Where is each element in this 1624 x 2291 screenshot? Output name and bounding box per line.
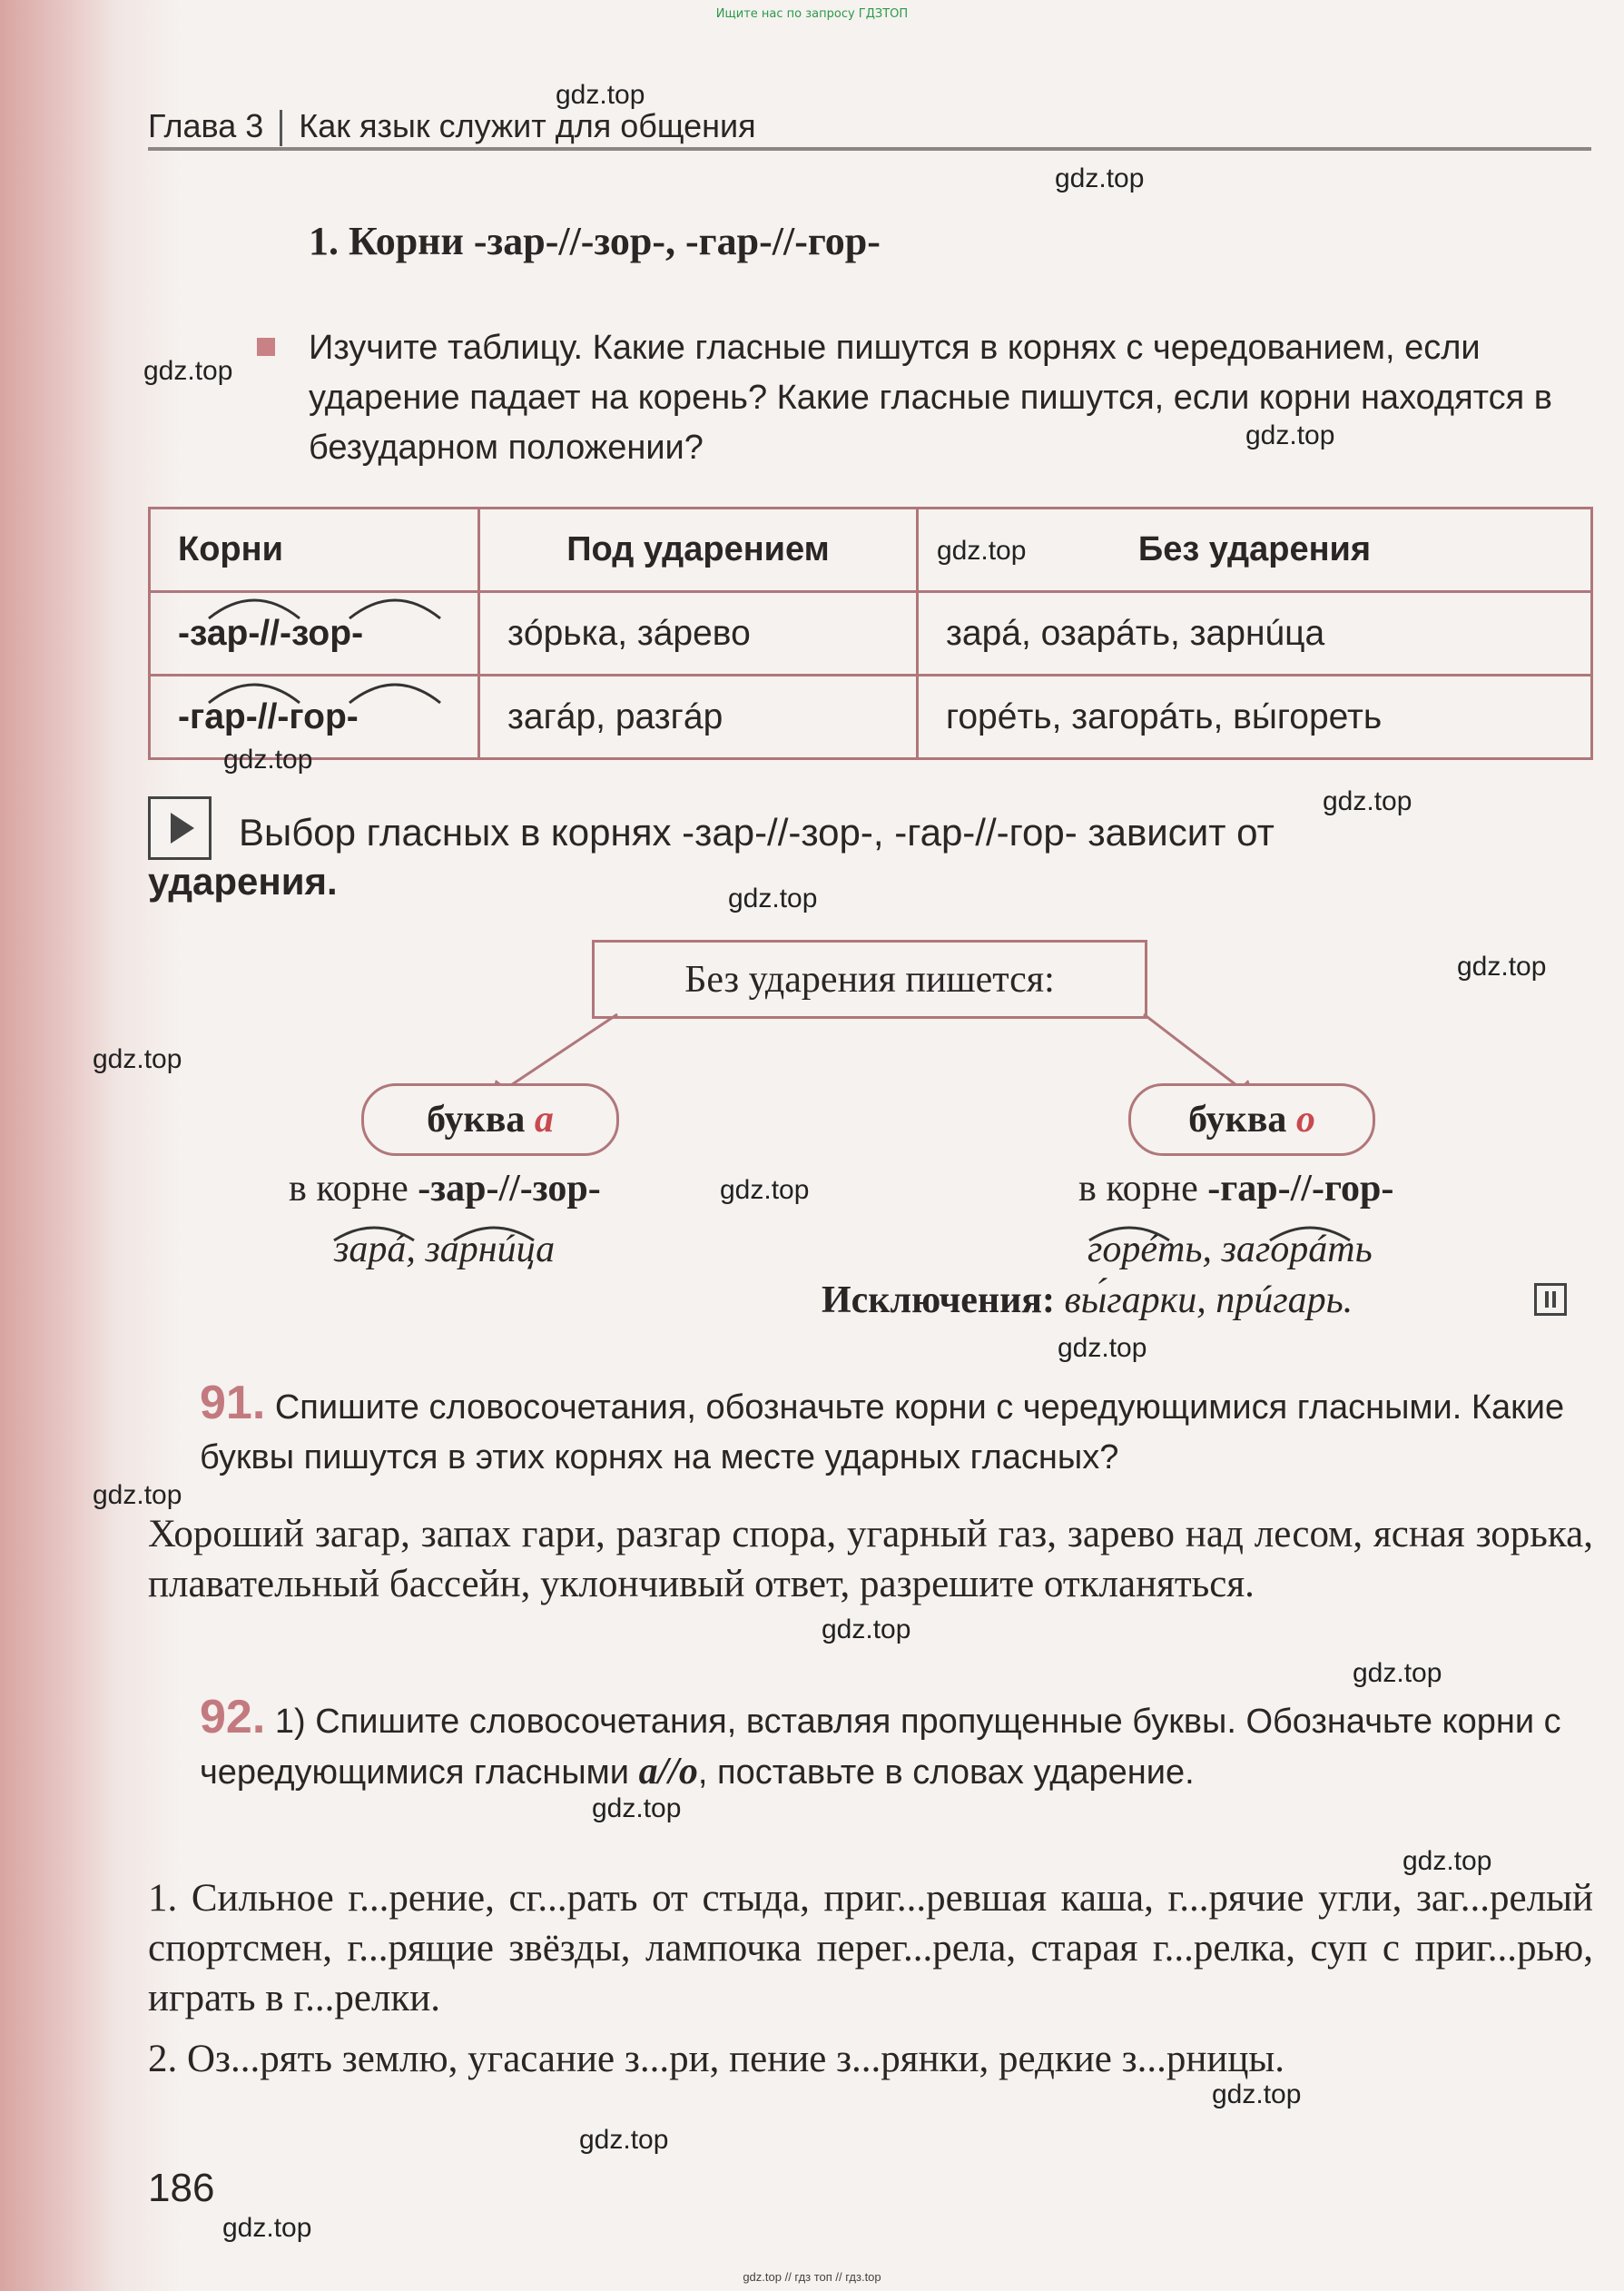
root-prefix: в корне: [289, 1168, 418, 1210]
task-instruction: Изучите таблицу. Какие гласные пишутся в корнях с чередованием, если ударение падает на корень? Какие гласные пишутся, если корни находятся в безударном положении?: [309, 329, 1552, 467]
rule-text: [148, 808, 1591, 906]
watermark: gdz.top: [1353, 1658, 1442, 1688]
left-examples: зарá, зарнúца: [334, 1229, 556, 1270]
letter-label: буква: [1188, 1099, 1287, 1141]
right-root: -гар-//-гор-: [1207, 1168, 1394, 1210]
watermark: gdz.top: [822, 1615, 911, 1644]
table-cell: зарá, озарáть, зарнúца: [918, 592, 1592, 676]
watermark: gdz.top: [1323, 786, 1412, 816]
root-prefix: в корне: [1078, 1168, 1208, 1210]
root-arc-icon: [1084, 1217, 1393, 1244]
task-bullet: [257, 338, 275, 356]
root-arc-icon: [327, 1217, 635, 1244]
table-cell-root: -зар-//-зор-: [150, 592, 479, 676]
root-arc-icon: [204, 586, 531, 622]
table-header-row: [150, 509, 1592, 592]
exceptions-label: Исключения:: [822, 1279, 1056, 1321]
right-root-line: [1078, 1167, 1393, 1210]
table-cell: зóрька, зáрево: [479, 592, 918, 676]
chapter-label: Глава 3: [148, 107, 264, 144]
exercise-92-instruction: 1) Спишите словосочетания, вставляя пропущенные буквы. Обозначьте корни с чередующимися гласными: [200, 1703, 1561, 1792]
exercise-91-instruction: Спишите словосочетания, обозначьте корни с чередующимися гласными. Какие буквы пишутся в этих корнях на месте ударных гласных?: [200, 1388, 1565, 1476]
diagram-top-box: Без ударения пишется:: [592, 940, 1147, 1019]
left-root: -зар-//-зор-: [418, 1168, 601, 1210]
letter-o-box: [1128, 1083, 1375, 1156]
exercise-number: 92.: [200, 1691, 266, 1743]
table-cell: загáр, разгáр: [479, 676, 918, 759]
footer-watermark: gdz.top // гдз топ // гдз.top: [743, 2270, 881, 2284]
left-root-line: [289, 1167, 601, 1210]
watermark: gdz.top: [937, 536, 1027, 566]
exceptions-line: [822, 1279, 1353, 1322]
exercise-92-item-2: 2. Оз...рять землю, угасание з...ри, пение з...рянки, редкие з...рницы.: [148, 2038, 1285, 2080]
table-header-cell: Без ударения: [918, 509, 1592, 592]
exercise-92-item-1: 1. Сильное г...рение, сг...рать от стыда, приг...ревшая каша, г...рячие угли, заг...релый спортсмен, г...рящие звёзды, лампочка перег...рела, старая г...релка, суп с приг...рью, играть в г...релки.: [148, 1877, 1593, 2019]
roots-table: [148, 507, 1593, 760]
right-examples: горéть, загорáть: [1088, 1229, 1373, 1270]
watermark: gdz.top: [143, 356, 233, 386]
exercise-91-task: [200, 1378, 1593, 1483]
section-title: 1. Корни -зар-//-зор-, -гар-//-гор-: [309, 219, 881, 263]
watermark: gdz.top: [1245, 420, 1335, 450]
rule-line-1: Выбор гласных в корнях -зар-//-зор-, -гар-//-гор- зависит от: [239, 811, 1275, 854]
watermark: gdz.top: [93, 1480, 182, 1510]
watermark: gdz.top: [1055, 163, 1145, 193]
running-header: [148, 107, 756, 146]
watermark: gdz.top: [556, 80, 645, 110]
chapter-title: Как язык служит для общения: [299, 107, 756, 144]
watermark: gdz.top: [93, 1044, 182, 1074]
table-header-cell: Корни: [150, 509, 479, 592]
top-watermark: Ищите нас по запросу ГДЗТОП: [715, 7, 909, 21]
header-rule: [148, 147, 1591, 151]
exceptions-words: вы́гарки, прúгарь.: [1064, 1279, 1353, 1321]
exercise-number: 91.: [200, 1377, 266, 1429]
table-cell: горéть, загорáть, вы́гореть: [918, 676, 1592, 759]
letter-label: буква: [427, 1099, 526, 1141]
watermark: gdz.top: [1058, 1333, 1147, 1363]
rule-line-2: ударения.: [148, 860, 338, 903]
header-separator: [280, 110, 282, 146]
watermark: gdz.top: [1212, 2079, 1302, 2109]
exercise-92-instruction-end: , поставьте в словах ударение.: [697, 1753, 1195, 1792]
exercise-92-task: [200, 1693, 1593, 1798]
table-cell-root: -гар-//-гор-: [150, 676, 479, 759]
exercise-91-text: Хороший загар, запах гари, разгар спора, угарный газ, зарево над лесом, ясная зорька, плавательный бассейн, уклончивый ответ, разрешите откланяться.: [148, 1513, 1593, 1605]
end-rule-icon: [1534, 1283, 1567, 1316]
root-arc-icon: [204, 670, 531, 706]
watermark: gdz.top: [1457, 952, 1547, 982]
watermark: gdz.top: [222, 2213, 312, 2243]
watermark: gdz.top: [223, 745, 313, 775]
watermark: gdz.top: [579, 2125, 669, 2155]
page-number: 186: [148, 2166, 215, 2210]
table-header-cell: Под ударением: [479, 509, 918, 592]
watermark: gdz.top: [1403, 1846, 1492, 1876]
alternation-ao: а//о: [638, 1751, 698, 1792]
letter-a-box: [361, 1083, 619, 1156]
watermark: gdz.top: [592, 1793, 682, 1823]
letter-a: а: [534, 1099, 554, 1141]
letter-o: о: [1295, 1099, 1315, 1141]
watermark: gdz.top: [720, 1175, 810, 1205]
watermark: gdz.top: [728, 884, 818, 913]
